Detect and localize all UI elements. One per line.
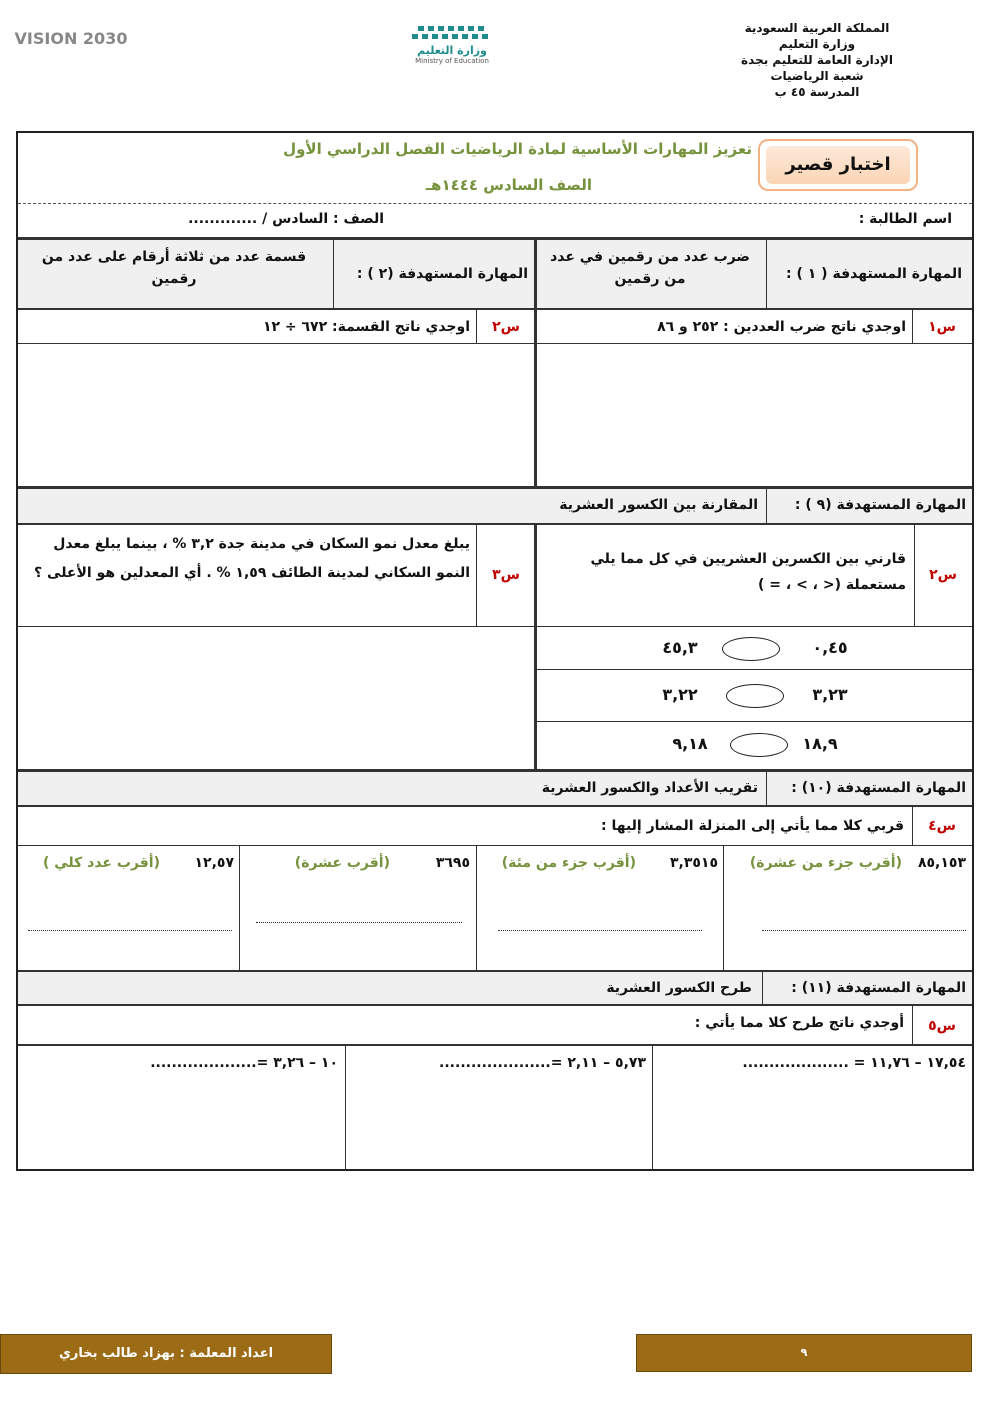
- page-number: ٩: [636, 1334, 972, 1372]
- skill11-text: طرح الكسور العشرية: [606, 980, 752, 996]
- q2b-text: قارني بين الكسرين العشريين في كل مما يلي مستعملة (< ، > ، = ): [590, 551, 906, 593]
- q3-text: يبلغ معدل نمو السكان في مدينة جدة ٣,٢ % ، بينما يبلغ معدل النمو السكاني لمدينة الطائف ١,٥٩ % . أي المعدلين هو الأعلى ؟: [34, 536, 470, 581]
- divider: [476, 310, 477, 344]
- compare-left-value: ٣,٢٢: [662, 685, 698, 704]
- teacher-credit: اعداد المعلمة : بهزاد طالب بخاري: [0, 1334, 332, 1374]
- skill9-label: المهارة المستهدفة (٩ ) :: [794, 497, 966, 513]
- q5-number: س٥: [928, 1018, 956, 1034]
- quiz-badge: [758, 139, 918, 191]
- kingdom-header: [722, 20, 912, 100]
- divider: [18, 626, 972, 627]
- student-name-field[interactable]: اسم الطالبة :: [858, 211, 952, 227]
- divider: [537, 669, 972, 670]
- subtraction-item[interactable]: ١٧,٥٤ – ١١,٧٦ = ....................: [742, 1055, 966, 1071]
- rounding-value: ١٢,٥٧: [194, 855, 234, 871]
- worksheet-subtitle: الصف السادس ١٤٤٤هـ: [425, 176, 592, 194]
- divider: [912, 807, 913, 845]
- divider: [476, 525, 477, 627]
- divider: [18, 845, 972, 846]
- divider: [345, 1046, 346, 1170]
- vision-2030-logo-icon: [14, 22, 128, 50]
- q4-number: س٤: [928, 818, 956, 834]
- divider: [239, 846, 240, 970]
- kingdom-line: المملكة العربية السعودية: [744, 21, 890, 35]
- ministry-logo-english: Ministry of Education: [415, 57, 489, 65]
- q1-number: س١: [928, 319, 956, 335]
- kingdom-line: المدرسة ٤٥ ب: [774, 85, 860, 99]
- vision-logo-text: VISION 2030: [14, 29, 128, 48]
- compare-right-value: ١٨,٩: [802, 734, 838, 753]
- compare-left-value: ٤٥,٣: [662, 638, 698, 657]
- skill10-label: المهارة المستهدفة (١٠) :: [791, 780, 966, 796]
- q2b-number: س٢: [929, 567, 957, 583]
- rounding-answer-line[interactable]: [256, 922, 462, 923]
- rounding-value: ٣,٣٥١٥: [669, 855, 718, 871]
- title-separator: [18, 203, 972, 204]
- skill10-text: تقريب الأعداد والكسور العشرية: [541, 780, 758, 796]
- divider: [18, 523, 972, 525]
- subtraction-item[interactable]: ٥,٧٣ – ٢,١١ =.....................: [439, 1055, 646, 1071]
- compare-right-value: ٣,٢٣: [812, 685, 848, 704]
- divider: [476, 846, 477, 970]
- divider: [18, 343, 972, 344]
- rounding-hint: (أقرب عدد كلي ): [42, 855, 160, 871]
- q3-answer-area[interactable]: [22, 630, 530, 766]
- rounding-hint: (أقرب عشرة): [294, 855, 390, 871]
- divider: [912, 1006, 913, 1044]
- divider: [762, 972, 763, 1004]
- rounding-answer-line[interactable]: [28, 930, 232, 931]
- rounding-value: ٨٥,١٥٣: [917, 855, 966, 871]
- q1-answer-area[interactable]: [540, 346, 970, 484]
- q4-text: قربي كلا مما يأتي إلى المنزلة المشار إليها :: [600, 818, 904, 834]
- divider: [766, 489, 767, 523]
- skill2-label: المهارة المستهدفة (٢ ) :: [356, 266, 528, 282]
- divider: [18, 308, 972, 310]
- skill2-text: قسمة عدد من ثلاثة أرقام على عدد من رقمين: [41, 249, 307, 287]
- divider: [18, 1004, 972, 1006]
- q5-text: أوجدي ناتج طرح كلا مما يأتي :: [694, 1015, 904, 1031]
- skill1-text: ضرب عدد من رقمين في عدد من رقمين: [550, 249, 750, 287]
- divider: [534, 525, 537, 769]
- kingdom-line: وزارة التعليم: [778, 37, 856, 51]
- compare-left-value: ٩,١٨: [672, 734, 708, 753]
- quiz-badge-label: اختبار قصير: [766, 146, 910, 184]
- skill1-label: المهارة المستهدفة ( ١ ) :: [786, 266, 962, 282]
- q2-answer-area[interactable]: [22, 346, 530, 484]
- skill9-text: المقارنة بين الكسور العشرية: [559, 497, 758, 513]
- compare-right-value: ٠,٤٥: [812, 638, 848, 657]
- divider: [18, 1044, 972, 1046]
- rounding-answer-line[interactable]: [762, 930, 966, 931]
- rounding-hint: (أقرب جزء من مئة): [501, 855, 636, 871]
- worksheet-title: تعزيز المهارات الأساسية لمادة الرياضيات الفصل الدراسي الأول: [283, 140, 752, 158]
- ministry-logo-text: وزارة التعليم: [417, 44, 487, 57]
- compare-oval-blank[interactable]: [722, 637, 780, 661]
- divider: [766, 772, 767, 805]
- student-grade-field[interactable]: الصف : السادس / .............: [188, 211, 384, 227]
- compare-oval-blank[interactable]: [726, 684, 784, 708]
- divider: [537, 721, 972, 722]
- rounding-answer-line[interactable]: [498, 930, 702, 931]
- kingdom-line: الإدارة العامة للتعليم بجدة: [741, 53, 893, 67]
- divider: [534, 240, 537, 486]
- skill11-label: المهارة المستهدفة (١١) :: [791, 980, 966, 996]
- kingdom-line: شعبة الرياضيات: [770, 69, 864, 83]
- q1-text: اوجدي ناتج ضرب العددين : ٢٥٢ و ٨٦: [657, 319, 906, 335]
- subtraction-item[interactable]: ١٠ – ٣,٢٦ =....................: [150, 1055, 338, 1071]
- q2-text: اوجدي ناتج القسمة: ٦٧٢ ÷ ١٢: [262, 319, 470, 335]
- divider: [912, 310, 913, 344]
- divider: [18, 805, 972, 807]
- rounding-hint: (أقرب جزء من عشرة): [749, 855, 902, 871]
- divider: [652, 1046, 653, 1170]
- compare-oval-blank[interactable]: [730, 733, 788, 757]
- divider: [333, 240, 334, 308]
- q3-number: س٣: [492, 567, 520, 583]
- divider: [914, 525, 915, 627]
- rounding-value: ٣٦٩٥: [435, 855, 470, 871]
- divider: [723, 846, 724, 970]
- q2-number: س٢: [492, 319, 520, 335]
